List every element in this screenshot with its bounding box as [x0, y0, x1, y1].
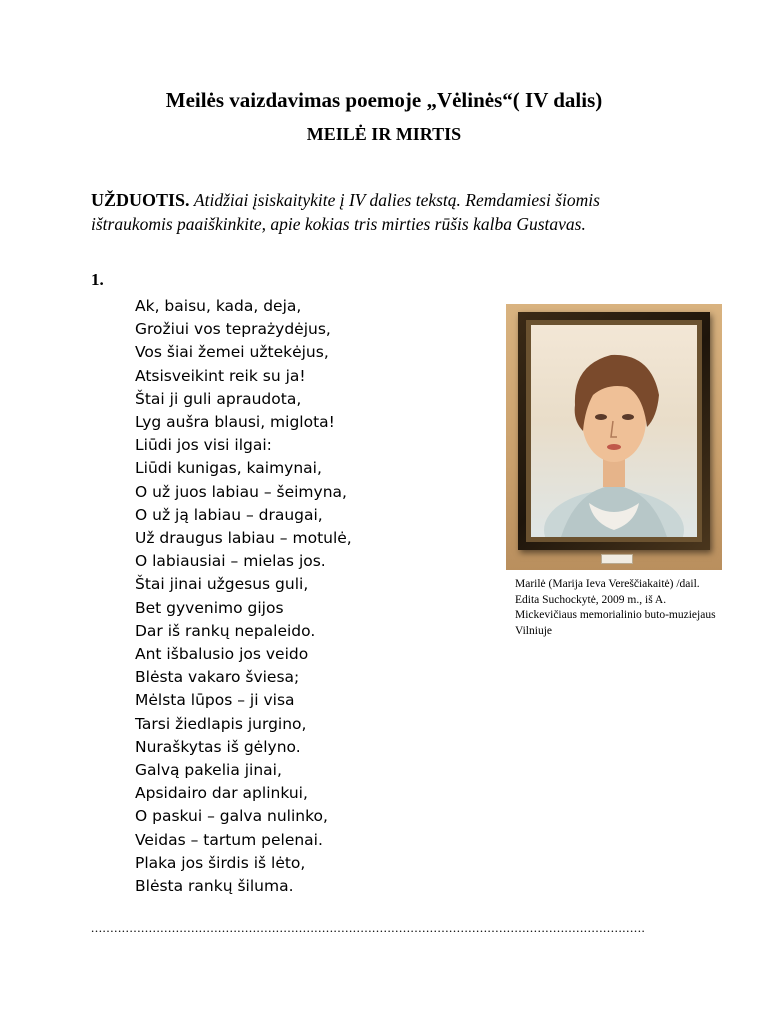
poem-line: Liūdi jos visi ilgai:: [135, 436, 272, 455]
page-subtitle: MEILĖ IR MIRTIS: [306, 124, 462, 144]
poem-line: Ak, baisu, kada, deja,: [135, 297, 302, 315]
task-label: UŽDUOTIS.: [91, 190, 190, 210]
poem-line: Vos šiai žemei užtekėjus,: [135, 343, 329, 362]
poem-line: Liūdi kunigas, kaimynai,: [135, 459, 322, 478]
poem-line: Grožiui vos teprażydėjus,: [135, 320, 331, 339]
poem-line: Galvą pakelia jinai,: [135, 761, 282, 780]
portrait-photo: [506, 304, 722, 570]
poem-line: Apsidairo dar aplinkui,: [135, 784, 308, 803]
poem-line: Štai ji guli apraudota,: [135, 389, 302, 408]
poem-line: Tarsi žiedlapis jurgino,: [135, 714, 307, 733]
poem-line: Atsisveikint reik su ja!: [135, 366, 306, 385]
answer-line: ................................................................................................................................................: [91, 920, 646, 935]
museum-plaque: [601, 554, 633, 564]
page-title: Meilės vaizdavimas poemoje „Vėlinės“( IV dalis): [165, 88, 603, 112]
poem-line: Už draugus labiau – motulė,: [135, 529, 352, 548]
poem-line: Bet gyvenimo gijos: [135, 598, 284, 617]
poem-line: O labiausiai – mielas jos.: [135, 552, 326, 571]
section-number: 1.: [91, 270, 104, 289]
poem-line: Blėsta rankų šiluma.: [135, 877, 294, 896]
poem-line: Mėlsta lūpos – ji visa: [135, 691, 295, 710]
portrait-painting-image: [531, 325, 697, 537]
poem-line: Štai jinai užgesus guli,: [135, 575, 309, 594]
poem-line: Lyg aušra blausi, miglota!: [135, 413, 335, 432]
task-paragraph: [91, 188, 681, 236]
poem-line: Blėsta vakaro šviesa;: [135, 668, 300, 687]
poem-excerpt: [135, 295, 485, 898]
poem-line: Dar iš rankų nepaleido.: [135, 621, 316, 640]
picture-frame: [518, 312, 710, 550]
poem-line: O paskui – galva nulinko,: [135, 807, 328, 826]
poem-line: Veidas – tartum pelenai.: [135, 830, 323, 849]
poem-line: O už ją labiau – draugai,: [135, 505, 323, 524]
task-text: Atidžiai įsiskaitykite į IV dalies tekstą. Remdamiesi šiomis ištraukomis paaiškinkite, apie kokias tris mirties rūšis kalba Gustavas.: [91, 190, 600, 234]
poem-line: Plaka jos širdis iš lėto,: [135, 853, 306, 872]
poem-line: O už juos labiau – šeimyna,: [135, 482, 347, 501]
poem-line: Nuraškytas iš gėlyno.: [135, 737, 301, 756]
photo-caption: Marilė (Marija Ieva Vereščiakaitė) /dail. Edita Suchockytė, 2009 m., iš A. Mickevičiaus memorialinio buto-muziejaus Vilniuje: [515, 578, 716, 637]
poem-line: Ant išbalusio jos veido: [135, 645, 309, 664]
